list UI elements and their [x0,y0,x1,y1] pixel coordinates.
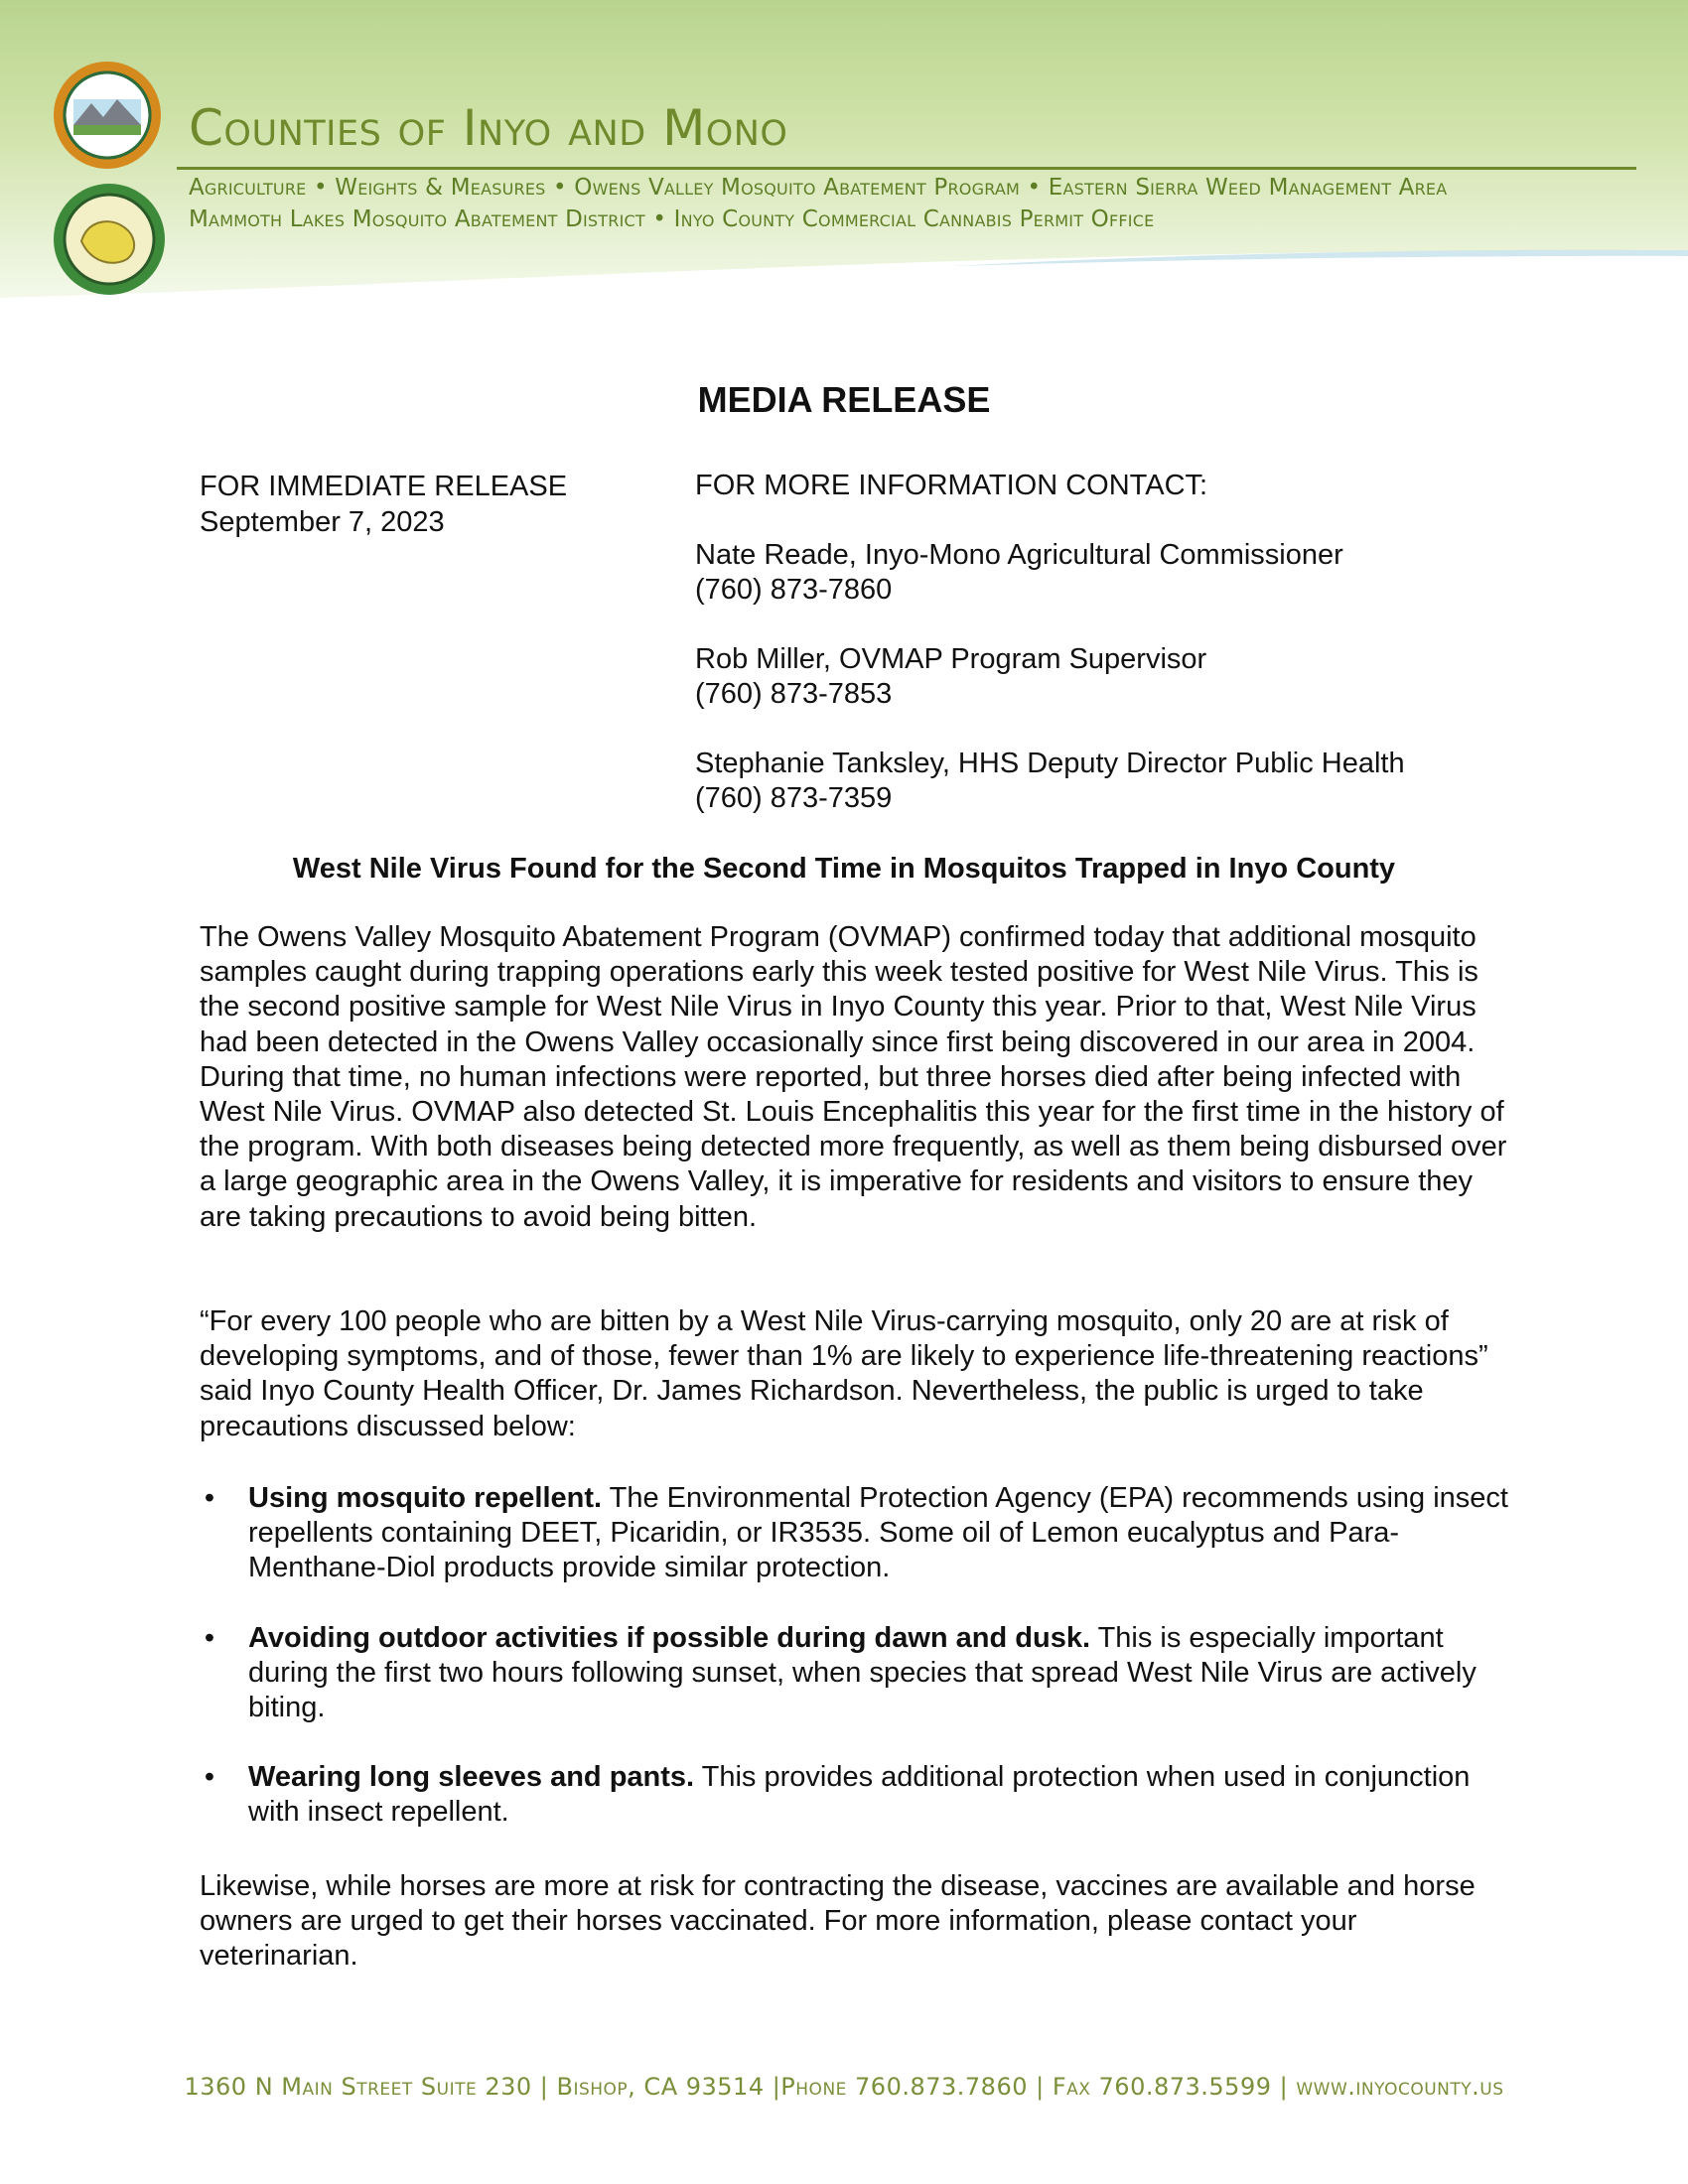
contact-name: Rob Miller, OVMAP Program Supervisor [695,643,1207,675]
contact-heading: FOR MORE INFORMATION CONTACT: [695,470,1208,501]
contact-phone: (760) 873-7853 [695,678,893,710]
bullet-lead: Avoiding outdoor activities if possible during dawn and dusk. [248,1621,1091,1654]
headline: West Nile Virus Found for the Second Time in Mosquitos Trapped in Inyo County [292,853,1396,885]
document-title: MEDIA RELEASE [697,379,991,420]
bullet-text: This is especially important during the first two hours following sunset, when species that spread West Nile Virus are actively biting. [248,1621,1477,1724]
bullet-icon: • [204,1621,215,1654]
precautions-list [200,1481,1510,1865]
contact-entry [695,642,1405,712]
footer-address: 1360 N Main Street Suite 230 | Bishop, CA 93514 |Phone 760.873.7860 | Fax 760.873.5599 | www.inyocounty.us [184,2073,1504,2101]
bullet-lead: Using mosquito repellent. [248,1482,603,1514]
bullet-text: This provides additional protection when used in conjunction with insect repellent. [248,1761,1471,1829]
letterhead-rule [177,167,1636,170]
contact-name: Stephanie Tanksley, HHS Deputy Director Public Health [695,748,1405,779]
program-line-2: Mammoth Lakes Mosquito Abatement District • Inyo County Commercial Cannabis Permit Office [189,206,1155,232]
bullet-icon: • [204,1482,215,1514]
contact-entry [695,538,1405,608]
letterhead [0,0,1688,308]
org-name: Counties of Inyo and Mono [189,99,788,157]
bullet-icon: • [204,1761,215,1794]
inyo-county-seal [52,60,163,171]
contact-info [695,469,1405,816]
contact-phone: (760) 873-7359 [695,782,893,814]
release-date: September 7, 2023 [200,506,445,538]
closing-paragraph: Likewise, while horses are more at risk for contracting the disease, vaccines are available and horse owners are urged to get their horses vaccinated. For more information, please contact your veterinarian. [200,1870,1476,1973]
inyo-seal-icon [52,60,163,171]
list-item [200,1760,1510,1830]
bullet-lead: Wearing long sleeves and pants. [248,1761,695,1794]
program-line-1: Agriculture • Weights & Measures • Owens Valley Mosquito Abatement Program • Eastern Sierra Weed Management Area [189,175,1448,201]
quote-paragraph: “For every 100 people who are bitten by a West Nile Virus-carrying mosquito, only 20 are at risk of developing symptoms, and of those, fewer than 1% are likely to experience life-threatening reactions” said Inyo County Health Officer, Dr. James Richardson. Nevertheless, the public is urged to take precautions discussed below: [200,1305,1488,1442]
mono-seal-icon [52,182,167,297]
list-item [200,1621,1510,1726]
body-paragraph: The Owens Valley Mosquito Abatement Program (OVMAP) confirmed today that additional mosquito samples caught during trapping operations early this week tested positive for West Nile Virus. This is the second positive sample for West Nile Virus in Inyo County this year. Prior to that, West Nile Virus had been detected in the Owens Valley occasionally since first being discovered in our area in 2004. During that time, no human infections were reported, but three horses died after being infected with West Nile Virus. OVMAP also detected St. Louis Encephalitis this year for the first time in the history of the program. With both diseases being detected more frequently, as well as them being disbursed over a large geographic area in the Owens Valley, it is imperative for residents and visitors to ensure they are taking precautions to avoid being bitten. [200,921,1507,1233]
contact-phone: (760) 873-7860 [695,574,893,606]
contact-entry [695,747,1405,816]
contact-name: Nate Reade, Inyo-Mono Agricultural Commissioner [695,539,1343,571]
mono-county-seal [52,182,167,297]
list-item [200,1481,1510,1586]
bullet-text: The Environmental Protection Agency (EPA) recommends using insect repellents containing DEET, Picaridin, or IR3535. Some oil of Lemon eucalyptus and Para-Menthane-Diol products provide similar protection. [248,1482,1508,1584]
release-label: FOR IMMEDIATE RELEASE [200,471,568,502]
release-info [200,469,567,540]
